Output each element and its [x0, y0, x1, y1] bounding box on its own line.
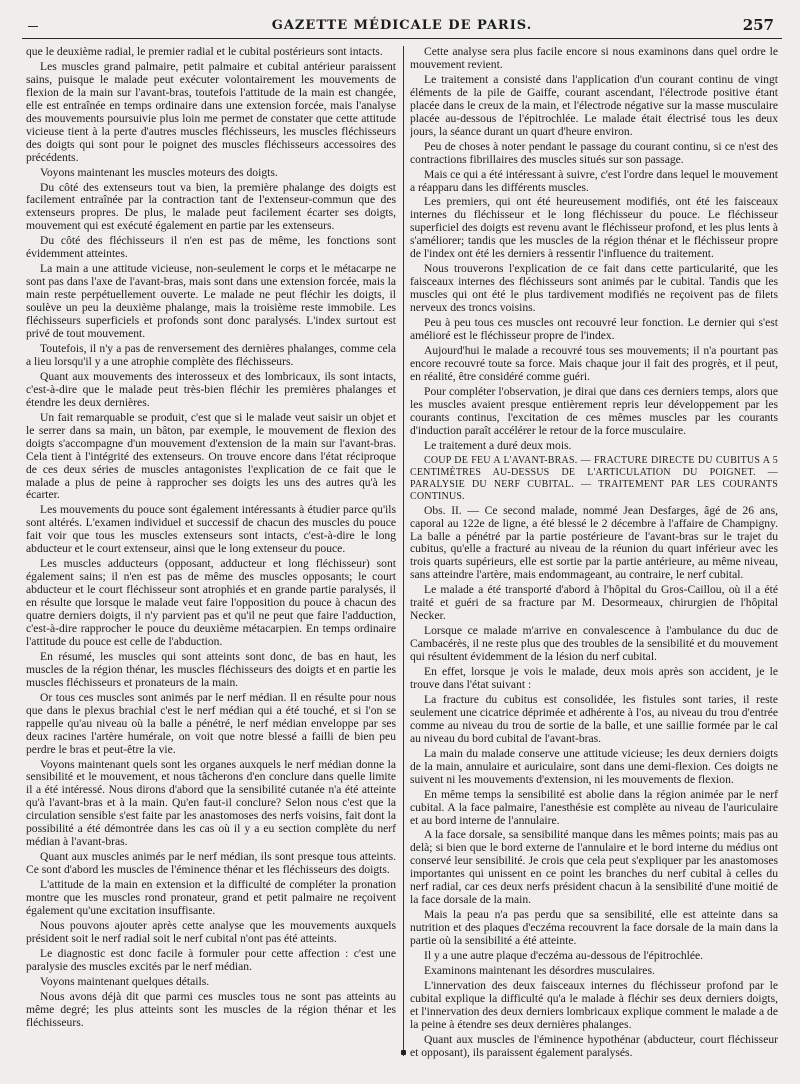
paragraph: L'attitude de la main en extension et la difficulté de compléter la pronation montre que les muscles rond pronateur, grand et petit palmaire ne reçoivent également qu'une excitation insuffisante.: [26, 878, 396, 917]
journal-title: GAZETTE MÉDICALE DE PARIS.: [271, 18, 533, 33]
paragraph: Il y a une autre plaque d'eczéma au-dessous de l'épitrochlée.: [424, 949, 704, 963]
paragraph: Nous pouvons ajouter après cette analyse que les mouvements auxquels président soit le nerf radial soit le nerf cubital n'ont pas été atteints.: [26, 918, 396, 945]
paragraph: Quant aux muscles animés par le nerf médian, ils sont presque tous atteints. Ce sont d'abord les muscles de l'éminence thénar et les fléchisseurs des doigts.: [26, 850, 396, 877]
paragraph: Peu de choses à noter pendant le passage du courant continu, si ce n'est des contractions fibrillaires des muscles situés sur son passage.: [410, 139, 778, 166]
paragraph: Les premiers, qui ont été heureusement modifiés, ont été les faisceaux internes du fléchisseur et le long fléchisseur du pouce. Le fléchisseur superficiel des doigts est revenu avant le fléchisseur profond, et les plus lents à s'améliorer; tandis que les muscles de la région thénar et le fléchisseur propre de l'index ont été les derniers à ressentir l'influence du traitement.: [410, 195, 778, 261]
paragraph: Or tous ces muscles sont animés par le nerf médian. Il en résulte pour nous que dans le plexus brachial c'est le nerf médian qui a été touché, et si l'on se rappelle qu'au niveau où la balle a pénétré, le nerf médian enveloppe par ses deux racines l'artère humérale, on voit que notre blessé a failli de bien peu perdre le bras et peut-être la vie.: [26, 690, 396, 756]
right-column: [410, 46, 778, 1066]
paragraph: Peu à peu tous ces muscles ont recouvré leur fonction. Le dernier qui s'est amélioré est le fléchisseur propre de l'index.: [410, 316, 778, 343]
paragraph: Quant aux mouvements des interosseux et des lombricaux, ils sont intacts, c'est-à-dire que le malade peut très-bien fléchir les premières phalanges et étendre les deux dernières.: [26, 369, 396, 409]
page-header: [22, 14, 782, 39]
paragraph: Toutefois, il n'y a pas de renversement des dernières phalanges, comme cela a lieu lorsqu'il y a une atrophie complète des fléchisseurs.: [26, 341, 396, 368]
paragraph: Voyons maintenant quels sont les organes auxquels le nerf médian donne la sensibilité et le mouvement, et nous tâcherons d'en conclure dans quelle limite il a été intéressé. Nous dirons d'abord que la sensibilité cutanée n'a été atteinte qu'à l'avant-bras et à la main. Qu'en faut-il conclure? Selon nous c'est que la circulation sensible s'est faite par les anastomoses des nerfs voisins, fait dont la possibilité a été démontrée dans les cas où il y a eu section complète du nerf médian à l'avant-bras.: [26, 757, 396, 849]
paragraph: Mais la peau n'a pas perdu que sa sensibilité, elle est atteinte dans sa nutrition et des plaques d'eczéma recouvrent la face dorsale de la main dans la partie où la sensibilité a été atteinte.: [410, 908, 778, 948]
paragraph: Le diagnostic est donc facile à formuler pour cette affection : c'est une paralysie des muscles excités par le nerf médian.: [26, 946, 396, 973]
paragraph: Le traitement a duré deux mois.: [424, 438, 572, 452]
paragraph: Pour compléter l'observation, je dirai que dans ces derniers temps, alors que les muscles avaient presque entièrement repris leur développement par les courants continus, l'excitation de ces mêmes muscles par les courants d'induction paraît accélérer le retour de la force musculaire.: [410, 384, 778, 437]
paragraph: Lorsque ce malade m'arrive en convalescence à l'ambulance du duc de Cambacérès, il ne reste plus que des troubles de la sensibilité et du mouvement qui résultent évidemment de la lésion du nerf cubital.: [410, 624, 778, 664]
section-heading: COUP DE FEU A L'AVANT-BRAS. — FRACTURE DIRECTE DU CUBITUS A 5 CENTIMÈTRES AU-DESSUS DE L'ARTICULATION DU POIGNET. — PARALYSIE DU NERF CUBITAL. — TRAITEMENT PAR LES COURANTS CONTINUS.: [410, 454, 778, 502]
paragraph: Les muscles grand palmaire, petit palmaire et cubital antérieur paraissent sains, puisque le malade peut exécuter volontairement les mouvements de flexion de la main sur l'avant-bras, toutefois l'attitude de la main est changée, elle est entraînée en temps ordinaire dans une extension forcée, mais l'analyse des mouvements poursuivie plus loin me permet de constater que cette attitude vicieuse tient à la perte d'autres muscles fléchisseurs, les muscles fléchisseurs des doigts qui sont pour le poignet des muscles fléchisseurs accessoires des précédents.: [26, 59, 396, 164]
paragraph: Cette analyse sera plus facile encore si nous examinons dans quel ordre le mouvement revient.: [410, 46, 778, 71]
paragraph: Les mouvements du pouce sont également intéressants à étudier parce qu'ils sont altérés. L'examen individuel et successif de chacun des muscles du pouce fait voir que tous les muscles extenseurs sont intacts, c'est-à-dire le long abducteur et le court extenseur, ainsi que le long extenseur du pouce.: [26, 503, 396, 556]
paragraph: En résumé, les muscles qui sont atteints sont donc, de bas en haut, les muscles de la région thénar, les muscles fléchisseurs des doigts et en partie les muscles fléchisseurs et pronateurs de la main.: [26, 649, 396, 689]
paragraph: La fracture du cubitus est consolidée, les fistules sont taries, il reste seulement une cicatrice déprimée et adhérente à l'os, au niveau du trou d'entrée comme au niveau du trou de sortie de la balle, et une saillie formée par le cal au niveau du bord cubital de l'avant-bras.: [410, 692, 778, 745]
paragraph: Du côté des fléchisseurs il n'en est pas de même, les fonctions sont évidemment atteintes.: [26, 234, 396, 261]
page-number: 257: [742, 16, 774, 34]
paragraph: La main du malade conserve une attitude vicieuse; les deux derniers doigts de la main, annulaire et auriculaire, sont dans une demi-flexion. Ces doigts ne suivent ni les mouvements d'extension, ni les mouvements de flexion.: [410, 746, 778, 786]
paragraph: Du côté des extenseurs tout va bien, la première phalange des doigts est facilement entraînée par la contraction tant de l'extenseur-commun que des extenseurs propres. De plus, le malade peut facilement écarter ses doigts, mouvement qui est exécuté également en partie par les extenseurs.: [26, 180, 396, 233]
paragraph: Les muscles adducteurs (opposant, adducteur et long fléchisseur) sont également sains; il n'en est pas de même des muscles opposants; le court abducteur et le court fléchisseur sont atrophiés et en grande partie paralysés, il en résulte que lorsque le malade veut faire l'opposition du pouce à chacun des quatre derniers doigts, il n'y parvient pas et qu'il ne peut que faire l'adduction, c'est-à-dire rapprocher le pouce du deuxième métacarpien. En temps ordinaire l'attitude du pouce est celle de l'abduction.: [26, 557, 396, 648]
paragraph: Mais ce qui a été intéressant à suivre, c'est l'ordre dans lequel le mouvement a réapparu dans les différents muscles.: [410, 167, 778, 194]
paragraph: que le deuxième radial, le premier radial et le cubital postérieurs sont intacts.: [26, 46, 383, 58]
paragraph: Obs. II. — Ce second malade, nommé Jean Desfarges, âgé de 26 ans, caporal au 122e de ligne, a été blessé le 2 décembre à l'affaire de Champigny. La balle a pénétré par la partie postérieure de l'avant-bras sur le trajet du cubitus, qu'elle a fracturé au niveau de la réunion du quart inférieur avec les trois quarts supérieurs, elle est sortie par la partie antérieure, au même niveau, sans atteindre l'artère, mais endommageant, au contraire, le nerf cubital.: [410, 503, 778, 582]
column-divider-end: [401, 1050, 406, 1055]
paragraph: Nous avons déjà dit que parmi ces muscles tous ne sont pas atteints au même degré; les plus atteints sont les muscles de la région thénar et les fléchisseurs.: [26, 989, 396, 1029]
paragraph: Voyons maintenant les muscles moteurs des doigts.: [40, 165, 278, 179]
paragraph: Le malade a été transporté d'abord à l'hôpital du Gros-Caillou, où il a été traité et guéri de sa fracture par M. Desormeaux, chirurgien de l'hôpital Necker.: [410, 583, 778, 623]
left-column: [26, 46, 396, 1066]
column-divider: [403, 46, 404, 1056]
paragraph: En même temps la sensibilité est abolie dans la région animée par le nerf cubital. A la face palmaire, l'anesthésie est complète au niveau de l'auriculaire et au bord interne de l'annulaire.: [410, 787, 778, 827]
paragraph: L'innervation des deux faisceaux internes du fléchisseur profond par le cubital explique la difficulté qu'a le malade à fléchir ses deux derniers doigts, et l'innervation des deux derniers lombricaux explique comment le malade a de la peine à étendre ses deux dernières phalanges.: [410, 978, 778, 1031]
paragraph: Examinons maintenant les désordres musculaires.: [424, 964, 655, 977]
paragraph: Quant aux muscles de l'éminence hypothénar (abducteur, court fléchisseur et opposant), ils paraissent également paralysés.: [410, 1032, 778, 1059]
paragraph: Le traitement a consisté dans l'application d'un courant continu de vingt éléments de la pile de Gaiffe, courant ascendant, l'électrode positive étant placée dans le creux de la main, et l'électrode négative sur la masse musculaire placée au-dessous de l'épitrochlée. Le malade était électrisé tous les deux jours, la séance durant un quart d'heure environ.: [410, 72, 778, 138]
paragraph: Voyons maintenant quelques détails.: [40, 974, 210, 988]
paragraph: Nous trouverons l'explication de ce fait dans cette particularité, que les faisceaux internes des fléchisseurs sont animés par le cubital. Tandis que les muscles qui ont été le plus tardivement modifiés ne reçoivent pas de filets nerveux des troncs voisins.: [410, 262, 778, 315]
paragraph: Aujourd'hui le malade a recouvré tous ses mouvements; il n'a pourtant pas encore recouvré toute sa force. Mais chaque jour il fait des progrès, et il peut, en réalité, être considéré comme guéri.: [410, 343, 778, 383]
paragraph: Un fait remarquable se produit, c'est que si le malade veut saisir un objet et le serrer dans sa main, un bâton, par exemple, le mouvement de flexion des doigts s'accompagne d'un mouvement d'extension de la main sur l'avant-bras. Cela tient à l'intégrité des extenseurs. On trouve encore dans l'état réciproque de ces deux séries de muscles antagonistes l'explication de ce fait que le malade a plus de peine à rapprocher ses doigts les uns des autres qu'à les écarter.: [26, 410, 396, 502]
paragraph: A la face dorsale, sa sensibilité manque dans les mêmes points; mais pas au delà; si bien que le bord externe de l'annulaire et le bord interne du médius ont conservé leur sensibilité. Je crois que cela peut s'expliquer par les anastomoses importantes qui unissent en ce point les branches du nerf cubital à celles du nerf radial, car ces deux nerfs président chacun à la sensibilité d'une moitié de la face dorsale de la main.: [410, 828, 778, 907]
paragraph: En effet, lorsque je vois le malade, deux mois après son accident, je le trouve dans l'état suivant :: [410, 665, 778, 691]
paragraph: La main a une attitude vicieuse, non-seulement le corps et le métacarpe ne sont pas dans l'axe de l'avant-bras, mais sont dans une extension forcée, mais la main reste perpétuellement ouverte. Le malade ne peut fléchir les doigts, il soulève un peu la deuxième phalange, mais la troisième reste immobile. Les fléchisseurs superficiels et profonds sont donc paralysés. L'index surtout est privé de tout mouvement.: [26, 262, 396, 341]
